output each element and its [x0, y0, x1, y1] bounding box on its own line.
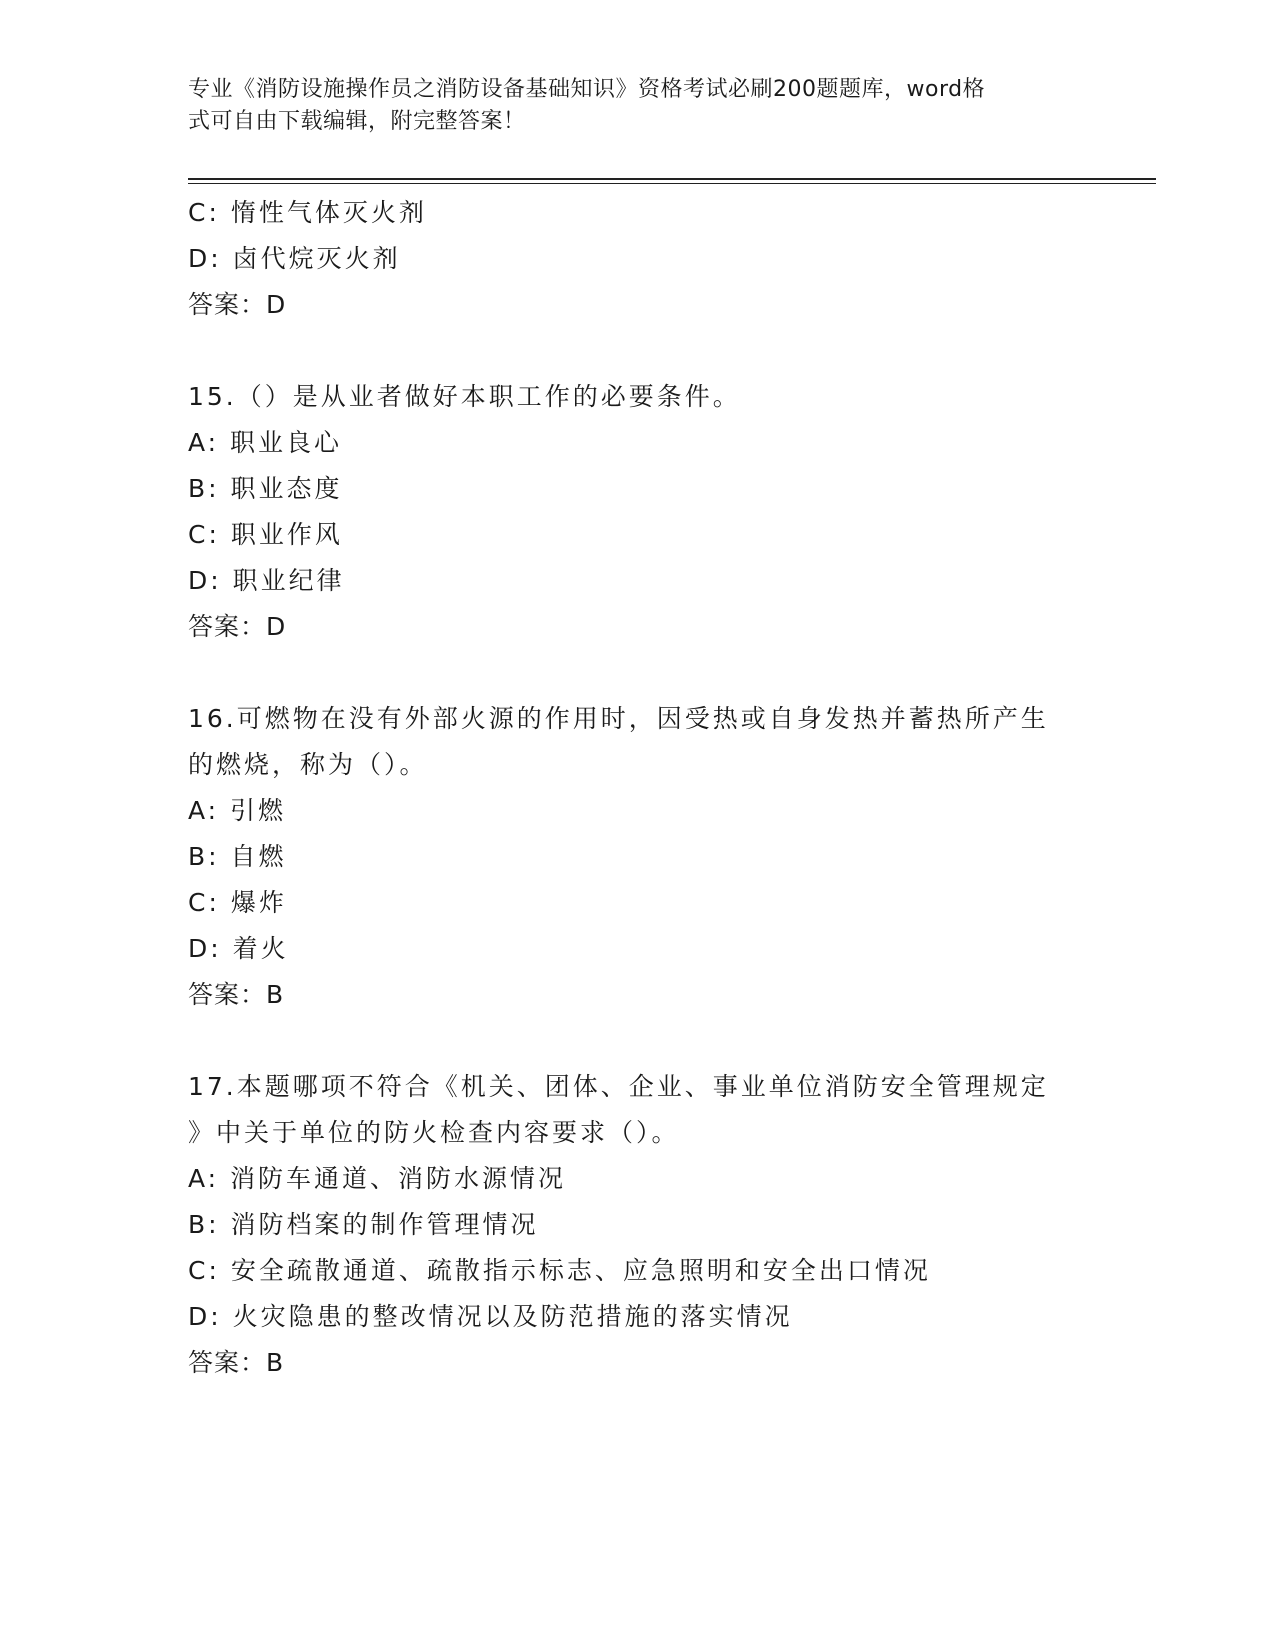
spacer	[188, 328, 1088, 374]
option-d: D: 卤代烷灭火剂	[188, 244, 401, 273]
option-b: B: 自燃	[188, 842, 287, 871]
answer-line: 答案：B	[188, 1348, 285, 1377]
question-list	[188, 190, 1088, 1386]
option-b: B: 职业态度	[188, 474, 343, 503]
question-block-14	[188, 190, 1088, 328]
question-stem-line-2: 的燃烧，称为（）。	[188, 750, 428, 779]
option-c: C: 职业作风	[188, 520, 343, 549]
option-a: A: 引燃	[188, 796, 287, 825]
header-line-1: 专业《消防设施操作员之消防设备基础知识》资格考试必刷200题题库，word格	[188, 77, 986, 102]
question-block-15	[188, 374, 1088, 650]
question-stem-line-1: 17.本题哪项不符合《机关、团体、企业、事业单位消防安全管理规定	[188, 1072, 1049, 1101]
header-line-2: 式可自由下载编辑，附完整答案！	[188, 109, 526, 134]
document-header	[188, 74, 1068, 138]
option-c: C: 爆炸	[188, 888, 287, 917]
option-d: D: 着火	[188, 934, 289, 963]
answer-line: 答案：D	[188, 290, 287, 319]
header-divider-thin	[188, 183, 1156, 184]
answer-line: 答案：B	[188, 980, 285, 1009]
question-stem-line-2: 》中关于单位的防火检查内容要求（）。	[188, 1118, 680, 1147]
option-a: A: 消防车通道、消防水源情况	[188, 1164, 567, 1193]
answer-line: 答案：D	[188, 612, 287, 641]
option-b: B: 消防档案的制作管理情况	[188, 1210, 539, 1239]
question-stem-line-1: 16.可燃物在没有外部火源的作用时，因受热或自身发热并蓄热所产生	[188, 704, 1049, 733]
option-d: D: 火灾隐患的整改情况以及防范措施的落实情况	[188, 1302, 793, 1331]
option-c: C: 安全疏散通道、疏散指示标志、应急照明和安全出口情况	[188, 1256, 931, 1285]
spacer	[188, 650, 1088, 696]
question-block-16	[188, 696, 1088, 1018]
question-block-17	[188, 1064, 1088, 1386]
option-a: A: 职业良心	[188, 428, 343, 457]
spacer	[188, 1018, 1088, 1064]
option-d: D: 职业纪律	[188, 566, 345, 595]
option-c: C: 惰性气体灭火剂	[188, 198, 427, 227]
question-stem: 15.（）是从业者做好本职工作的必要条件。	[188, 382, 741, 411]
header-divider-thick	[188, 178, 1156, 180]
